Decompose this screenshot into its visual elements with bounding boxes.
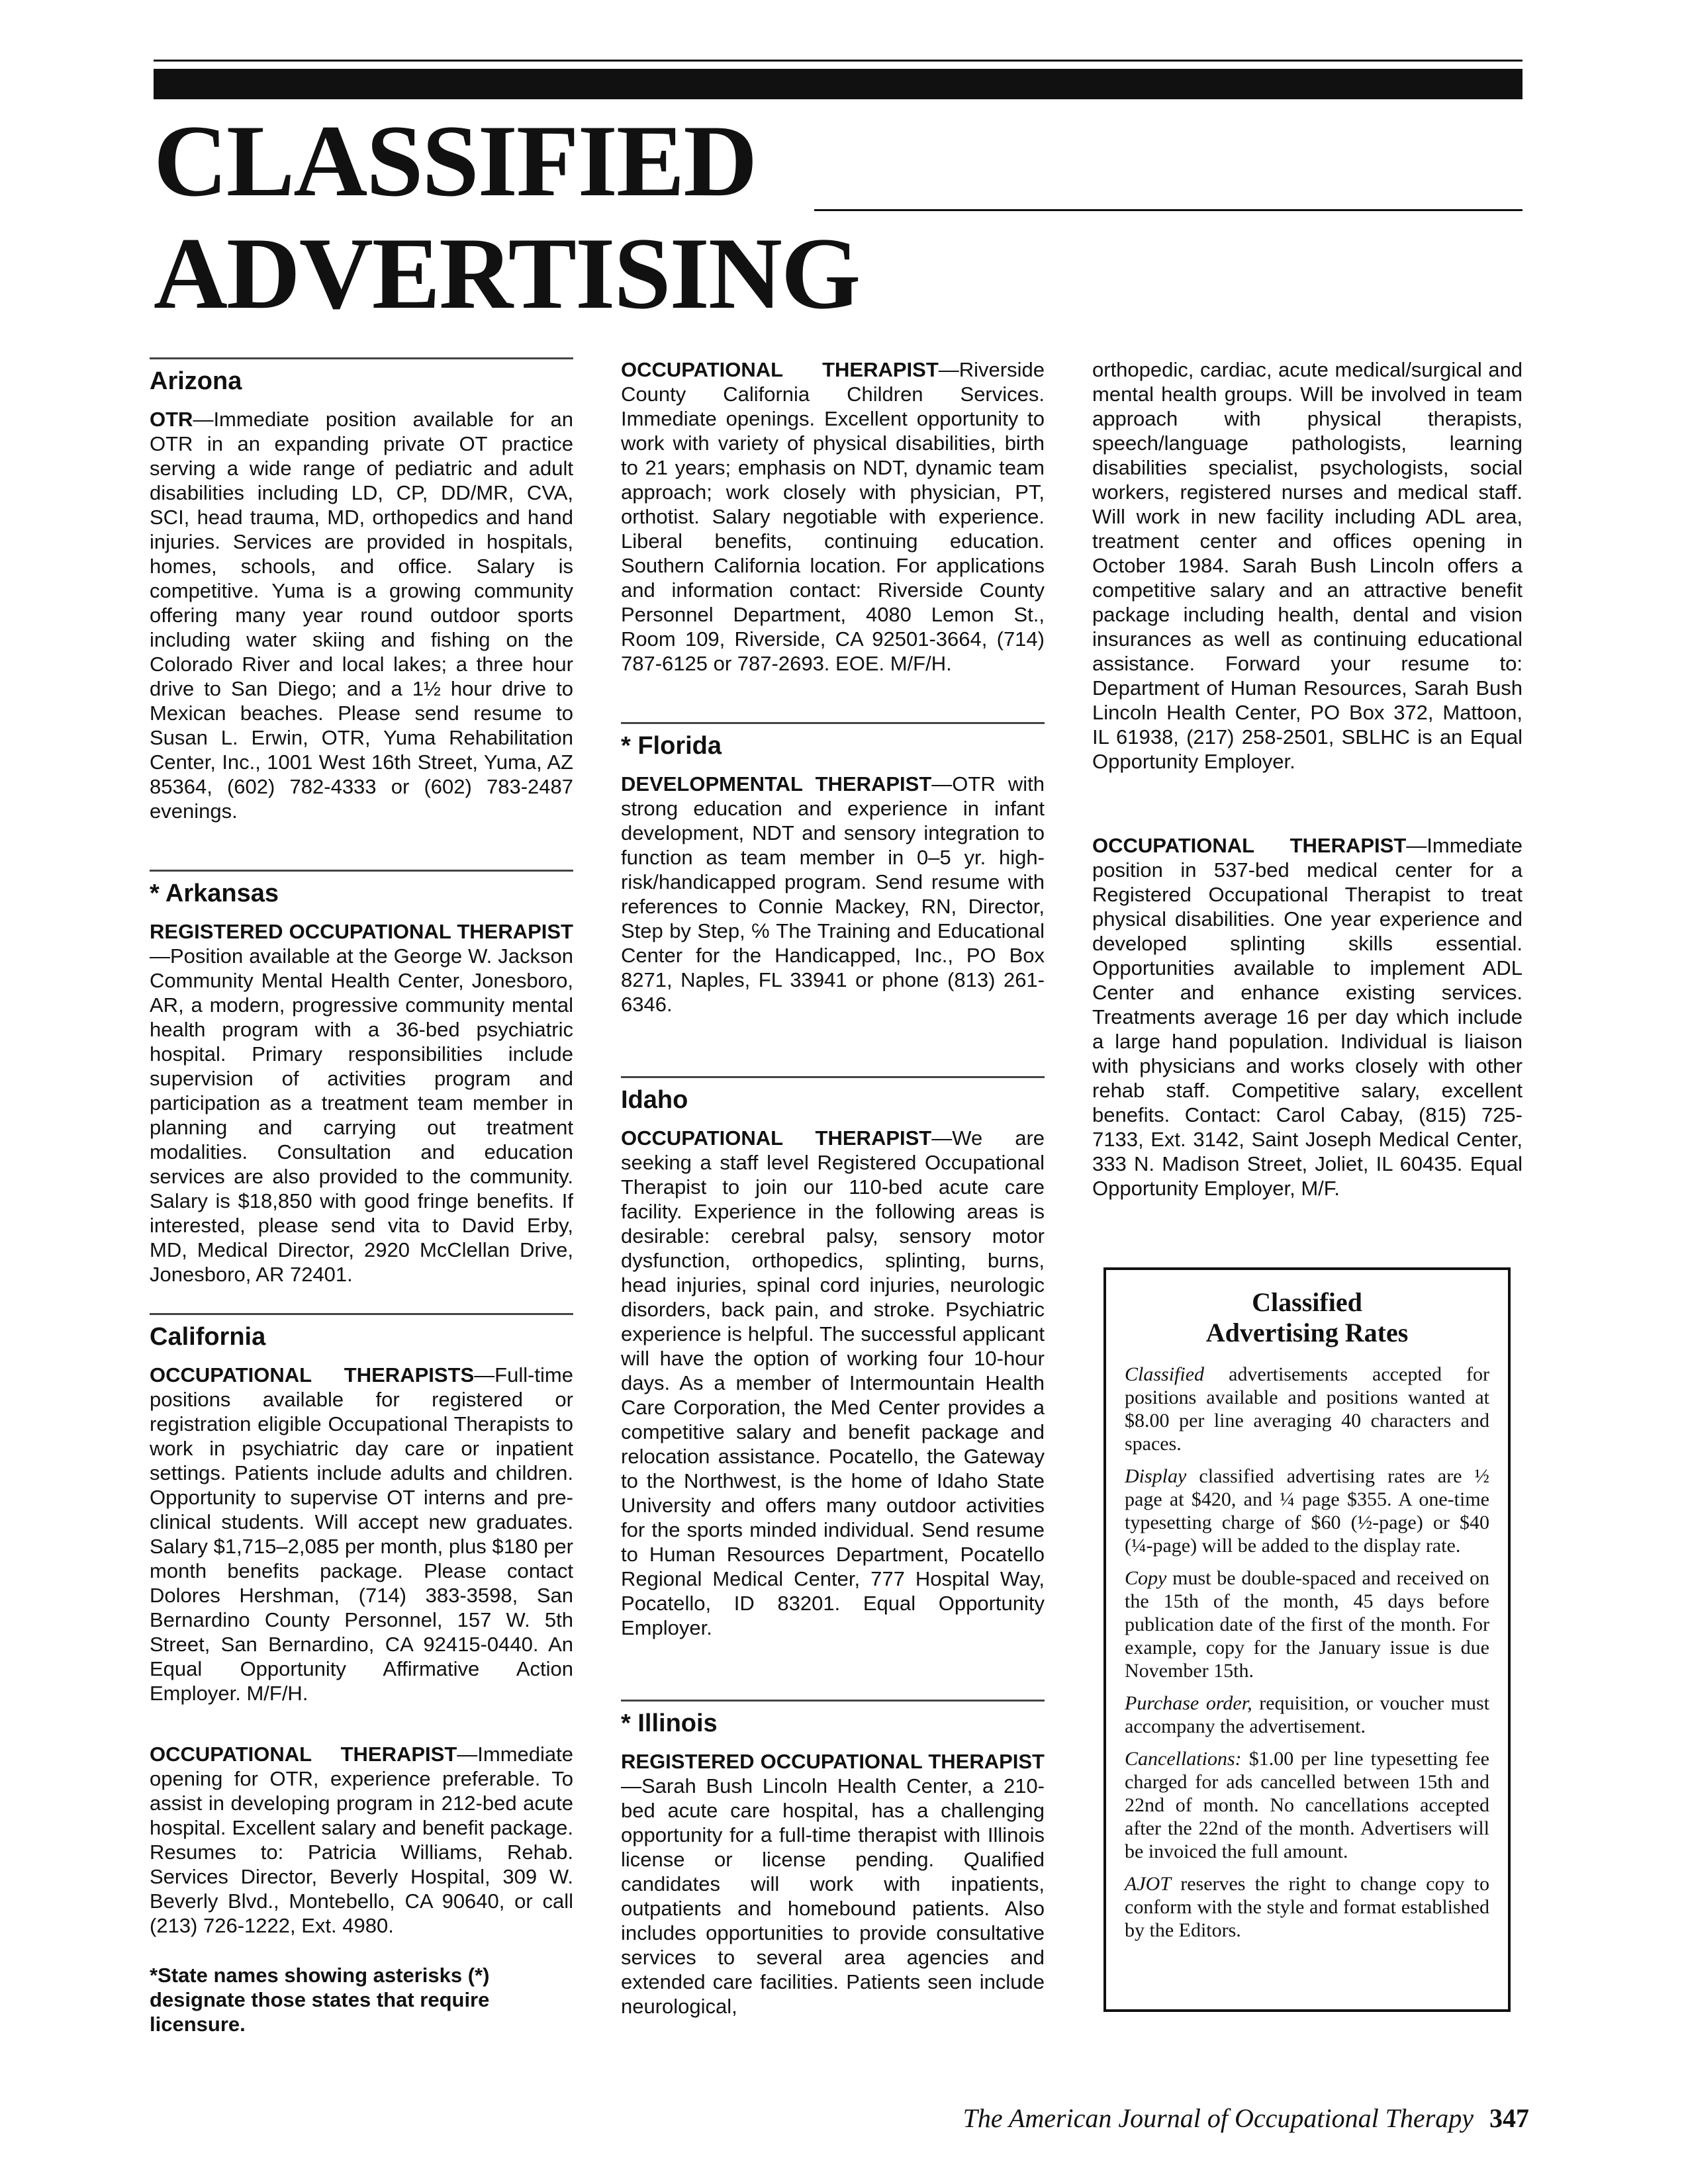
state-heading-florida: * Florida [621,732,722,760]
rate-item-copy [1125,1567,1489,1682]
ad-illinois-continued: orthopedic, cardiac, acute medical/surgical and mental health groups. Will be involved in team approach with physical therapists, speech/language pathologists, learning disabilities specialist, psychologists, social workers, registered nurses and medical staff. Will work in new facility including ADL area, treatment center and offices opening in October 1984. Sarah Bush Lincoln offers a competitive salary and an attractive benefit package including health, dental and vision insurances as well as continuing educational assistance. Forward your resume to: Department of Human Resources, Sarah Bush Lincoln Health Center, PO Box 372, Mattoon, IL 61938, (217) 258-2501, SBLHC is an Equal Opportunity Employer. [1092,358,1523,773]
ad-lead: OCCUPATIONAL THERAPIST [1092,834,1407,857]
ad-idaho-pocatello [621,1126,1045,1640]
section-rule [621,1076,1045,1078]
page-title [154,105,859,330]
ad-lead: OCCUPATIONAL THERAPIST [621,1126,932,1150]
ad-arkansas-rot [150,919,573,1287]
state-heading-arizona: Arizona [150,367,242,395]
ad-lead: DEVELOPMENTAL THERAPIST [621,772,932,796]
ad-california-ot-beverly [150,1742,573,1938]
rate-text: $1.00 per line typesetting fee charged for ads cancelled between 15th and 22nd of month. No cancellations accepted after the 22nd of the month. Advertisers will be invoiced the full amount. [1125,1748,1489,1862]
ad-arizona-otr [150,407,573,823]
ad-illinois-sarah-bush [621,1749,1045,2019]
ad-california-ots [150,1363,573,1706]
rates-box-title [1125,1287,1489,1348]
ad-florida-developmental [621,772,1045,1017]
licensure-footnote: *State names showing asterisks (*) designate those states that require licensure. [150,1964,490,2036]
rate-lead: Copy [1125,1567,1167,1589]
ad-lead: OCCUPATIONAL THERAPIST [150,1743,457,1766]
ad-body: —Immediate position in 537-bed medical center for a Registered Occupational Therapist to treat physical disabilities. One year experience and developed splinting skills essential. Opportunities available to implement ADL Center and enhance existing services. Treatments average 16 per day which include a large hand population. Individual is liaison with physicians and works closely with other rehab staff. Competitive salary, excellent benefits. Contact: Carol Cabay, (815) 725-7133, Ext. 3142, Saint Joseph Medical Center, 333 N. Madison Street, Joliet, IL 60435. Equal Opportunity Employer, M/F. [1092,834,1523,1200]
section-rule [621,722,1045,724]
ad-body: —Sarah Bush Lincoln Health Center, a 210-bed acute care hospital, has a challenging opportunity for a full-time therapist with Illinois license or license pending. Qualified candidates will work with inpatients, outpatients and homebound patients. Also includes opportunities to provide consultative services to several area agencies and extended care facilities. Patients seen include neurological, [621,1774,1045,2018]
ad-lead: REGISTERED OCCUPATIONAL THERAPIST [150,920,573,943]
column-3 [1092,357,1523,1201]
page-number: 347 [1489,2103,1529,2133]
state-heading-idaho: Idaho [621,1086,688,1114]
section-rule [621,1700,1045,1702]
rate-item-purchase-order [1125,1692,1489,1738]
state-heading-california: California [150,1323,266,1351]
rate-text: classified advertising rates are ½ page at $420, and ¼ page $355. A one-time typesetting charge of $60 (½-page) or $40 (¼-page) will be added to the display rate. [1125,1465,1489,1557]
ad-body: —We are seeking a staff level Registered Occupational Therapist to join our 110-bed acute care facility. Experience in the following areas is desirable: cerebral palsy, sensory motor dysfunction, orthopedics, splinting, burns, head injuries, spinal cord injuries, neurologic disorders, back pain, and stroke. Psychiatric experience is helpful. The successful applicant will have the option of working four 10-hour days. As a member of Intermountain Health Care Corporation, the Med Center provides a competitive salary and benefit package and relocation assistance. Pocatello, the Gateway to the Northwest, is the home of Idaho State University and offers many outdoor activities for the sports minded individual. Send resume to Human Resources Department, Pocatello Regional Medical Center, 777 Hospital Way, Pocatello, ID 83201. Equal Opportunity Employer. [621,1126,1045,1639]
title-line-2: ADVERTISING [154,216,860,330]
ad-lead: OCCUPATIONAL THERAPIST [621,358,939,381]
rates-title-line-1: Classified [1252,1287,1362,1317]
title-rule [814,209,1523,211]
ad-lead: REGISTERED OCCUPATIONAL THERAPIST [621,1750,1045,1773]
rate-lead: Display [1125,1465,1187,1487]
section-rule [150,870,573,872]
rate-item-display [1125,1465,1489,1557]
title-line-1: CLASSIFIED [154,104,757,218]
rate-lead: Purchase order, [1125,1692,1252,1714]
rates-title-line-2: Advertising Rates [1205,1318,1409,1347]
ad-body: —Position available at the George W. Jackson Community Mental Health Center, Jonesboro, AR, a modern, progressive community mental health program with a 36-bed psychiatric hospital. Primary responsibilities include supervision of activities program and participation as a treatment team member in planning and carrying out treatment modalities. Consultation and education services are also provided to the community. Salary is $18,850 with good fringe benefits. If interested, please send vita to David Erby, MD, Medical Director, 2920 McClellan Drive, Jonesboro, AR 72401. [150,944,573,1286]
ad-lead: OTR [150,408,193,431]
page-footer [963,2103,1529,2134]
state-heading-arkansas: * Arkansas [150,880,279,907]
advertising-rates-box [1103,1267,1511,2012]
rate-item-classified [1125,1363,1489,1455]
ad-body: —OTR with strong education and experience in infant development, NDT and sensory integration to function as team member in 0–5 yr. high-risk/handicapped program. Send resume with references to Connie Mackey, RN, Director, Step by Step, ℅ The Training and Educational Center for the Handicapped, Inc., PO Box 8271, Naples, FL 33941 or phone (813) 261-6346. [621,772,1045,1016]
ad-body: —Full-time positions available for registered or registration eligible Occupational Therapists to work in psychiatric day care or inpatient settings. Patients include adults and children. Opportunity to supervise OT interns and pre-clinical students. Will accept new graduates. Salary $1,715–2,085 per month, plus $180 per month benefits package. Please contact Dolores Hershman, (714) 383-3598, San Bernardino County Personnel, 157 W. 5th Street, San Bernardino, CA 92415-0440. An Equal Opportunity Affirmative Action Employer. M/F/H. [150,1363,573,1705]
ad-california-riverside [621,357,1045,676]
column-2 [621,357,1045,2019]
rate-text: advertisements accepted for positions available and positions wanted at $8.00 per line averaging 40 characters and spaces. [1125,1363,1489,1455]
ad-lead: OCCUPATIONAL THERAPISTS [150,1363,475,1387]
rate-item-ajot [1125,1872,1489,1942]
ad-body: —Immediate opening for OTR, experience preferable. To assist in developing program in 212-bed acute hospital. Excellent salary and benefit package. Resumes to: Patricia Williams, Rehab. Services Director, Beverly Hospital, 309 W. Beverly Blvd., Montebello, CA 90640, or call (213) 726-1222, Ext. 4980. [150,1743,573,1937]
rate-lead: Cancellations: [1125,1748,1242,1770]
ad-body: —Riverside County California Children Services. Immediate openings. Excellent opportunity to work with variety of physical disabilities, birth to 21 years; emphasis on NDT, dynamic team approach; work closely with physician, PT, orthotist. Salary negotiable with experience. Liberal benefits, continuing education. Southern California location. For applications and information contact: Riverside County Personnel Department, 4080 Lemon St., Room 109, Riverside, CA 92501-3664, (714) 787-6125 or 787-2693. EOE. M/F/H. [621,358,1045,675]
ad-body: —Immediate position available for an OTR in an expanding private OT practice serving a wide range of pediatric and adult disabilities including LD, CP, DD/MR, CVA, SCI, head trauma, MD, orthopedics and hand injuries. Services are provided in hospitals, homes, schools, and office. Salary is competitive. Yuma is a growing community offering many year round outdoor sports including water skiing and fishing on the Colorado River and local lakes; a three hour drive to San Diego; and a 1½ hour drive to Mexican beaches. Please send resume to Susan L. Erwin, OTR, Yuma Rehabilitation Center, Inc., 1001 West 16th Street, Yuma, AZ 85364, (602) 782-4333 or (602) 783-2487 evenings. [150,408,573,823]
journal-name: The American Journal of Occupational Therapy [962,2103,1474,2133]
rate-text: requisition, or voucher must accompany the advertisement. [1125,1692,1490,1737]
rate-lead: Classified [1125,1363,1205,1385]
rate-text: must be double-spaced and received on the 15th of the month, 45 days before publication date of the first of the month. For example, copy for the January issue is due November 15th. [1125,1567,1489,1682]
top-heavy-rule [154,69,1523,99]
section-rule [150,1313,573,1315]
ad-illinois-joliet [1092,833,1523,1201]
state-heading-illinois: * Illinois [621,1709,718,1737]
section-rule [150,357,573,359]
top-thin-rule [154,60,1523,62]
rate-lead: AJOT [1125,1873,1171,1895]
rate-text: reserves the right to change copy to conform with the style and format established by the Editors. [1125,1873,1489,1941]
column-1 [150,357,573,2036]
rate-item-cancellations [1125,1747,1489,1863]
